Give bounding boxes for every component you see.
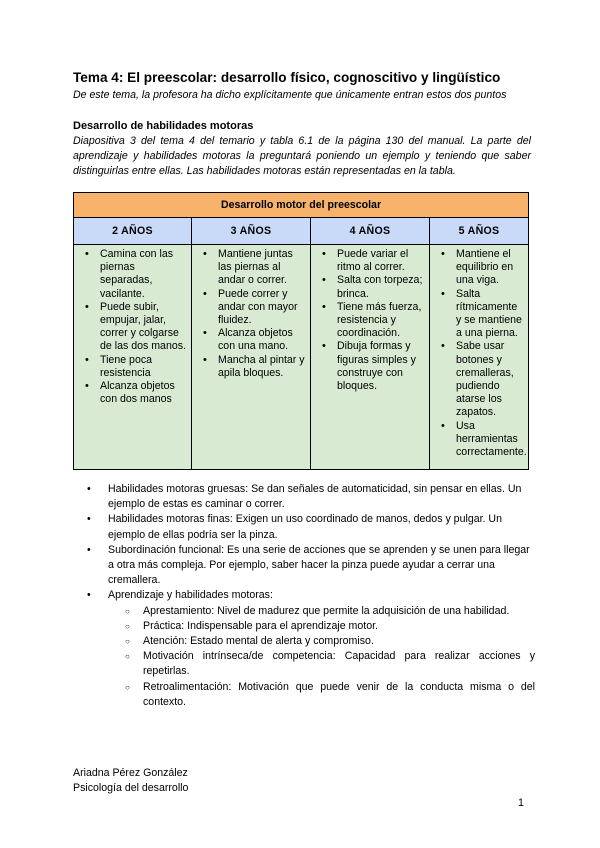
age-2-list xyxy=(74,245,191,410)
table-header: Desarrollo motor del preescolar xyxy=(74,193,529,218)
age-3-cell xyxy=(192,245,311,470)
list-item: • Puede variar el ritmo al correr. xyxy=(337,248,425,274)
list-item: • Salta rítmicamente y se mantiene a una pierna. xyxy=(456,288,524,341)
list-item: • Usa herramientas correctamente. xyxy=(456,420,524,460)
age-header-3: 3 AÑOS xyxy=(192,218,311,245)
motor-development-table xyxy=(73,192,529,470)
age-header-4: 4 AÑOS xyxy=(311,218,430,245)
age-header-2: 2 AÑOS xyxy=(74,218,192,245)
age-4-list xyxy=(311,245,429,397)
learning-sub-list xyxy=(108,604,535,710)
footer-subject: Psicología del desarrollo xyxy=(73,782,189,794)
list-item: • Salta con torpeza; brinca. xyxy=(337,274,425,300)
note-text: Subordinación funcional: Es una serie de acciones que se aprenden y se unen para llegar a otra más compleja. Por ejemplo, saber hacer la pinza puede ayudar a cerrar una cremallera. xyxy=(108,543,530,587)
list-item: • Mancha al pintar y apila bloques. xyxy=(218,354,306,380)
note-text: Aprendizaje y habilidades motoras: xyxy=(108,589,273,602)
list-item: • Mantiene juntas las piernas al andar o correr. xyxy=(218,248,306,288)
motor-skills-notes xyxy=(73,482,535,710)
list-item: • Alcanza objetos con una mano. xyxy=(218,327,306,353)
list-item: • Puede correr y andar con mayor fluidez. xyxy=(218,288,306,328)
list-item: • Alcanza objetos con dos manos xyxy=(100,380,187,406)
footer-author: Ariadna Pérez González xyxy=(73,767,188,779)
list-item: • Camina con las piernas separadas, vacilante. xyxy=(100,248,187,301)
intro-paragraph: Diapositiva 3 del tema 4 del temario y tabla 6.1 de la página 130 del manual. La parte del aprendizaje y habilidades motoras la preguntará poniendo un ejemplo y teniendo que saber distinguirlas entre ellas. Las habilidades motoras están representadas en la tabla. xyxy=(73,135,531,177)
note-text: Habilidades motoras gruesas: Se dan señales de automaticidad, sin pensar en ellas. Un ejemplo de estas es caminar o correr. xyxy=(108,483,522,511)
page-title: Tema 4: El preescolar: desarrollo físico, cognoscitivo y lingüístico xyxy=(73,70,501,85)
note-functional-subordination xyxy=(73,543,535,589)
list-item: • Tiene poca resistencia xyxy=(100,354,187,380)
list-item: • Puede subir, empujar, jalar, correr y colgarse de las dos manos. xyxy=(100,301,187,354)
sub-item: ○ Aprestamiento: Nivel de madurez que permite la adquisición de una habilidad. xyxy=(108,604,535,619)
sub-item: ○ Atención: Estado mental de alerta y compromiso. xyxy=(108,634,535,649)
list-item: • Sabe usar botones y cremalleras, pudiendo atarse los zapatos. xyxy=(456,340,524,419)
sub-item: ○ Retroalimentación: Motivación que puede venir de la conducta misma o del contexto. xyxy=(108,680,535,710)
section-title: Desarrollo de habilidades motoras xyxy=(73,120,254,132)
sub-item: ○ Práctica: Indispensable para el aprendizaje motor. xyxy=(108,619,535,634)
age-3-list xyxy=(192,245,310,384)
list-item: • Dibuja formas y figuras simples y construye con bloques. xyxy=(337,340,425,393)
note-gross-motor xyxy=(73,482,535,512)
note-text: Habilidades motoras finas: Exigen un uso coordinado de manos, dedos y pulgar. Un ejemplo de ellas podría ser la pinza. xyxy=(108,513,502,541)
age-4-cell xyxy=(311,245,430,470)
age-header-5: 5 AÑOS xyxy=(430,218,529,245)
page-number: 1 xyxy=(518,797,524,809)
note-fine-motor xyxy=(73,512,535,542)
age-5-cell xyxy=(430,245,529,470)
note-learning xyxy=(73,588,535,710)
age-5-list xyxy=(430,245,528,463)
list-item: • Tiene más fuerza, resistencia y coordinación. xyxy=(337,301,425,341)
page-subtitle: De este tema, la profesora ha dicho explícitamente que únicamente entran estos dos puntos xyxy=(73,89,507,101)
age-2-cell xyxy=(74,245,192,470)
list-item: • Mantiene el equilibrio en una viga. xyxy=(456,248,524,288)
sub-item: ○ Motivación intrínseca/de competencia: Capacidad para realizar acciones y repetirlas. xyxy=(108,649,535,679)
